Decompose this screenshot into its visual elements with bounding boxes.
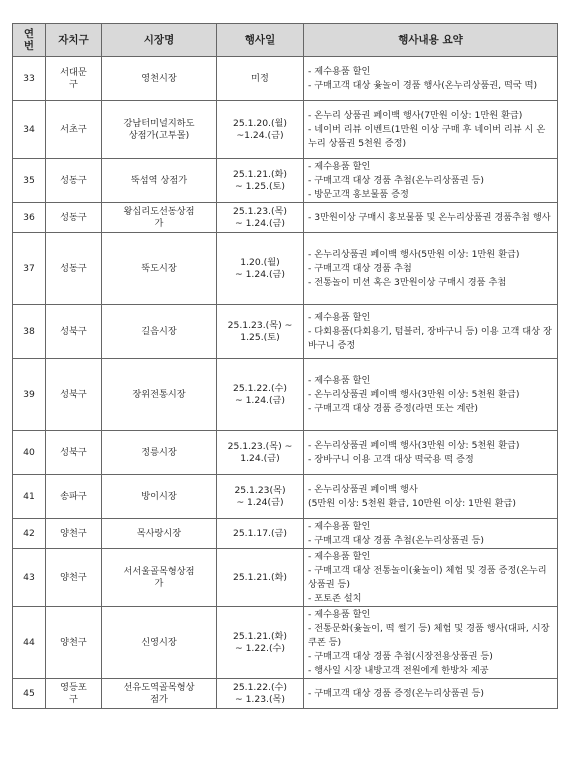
summary-line: - 구매고객 대상 윷놀이 경품 행사(온누리상품권, 떡국 떡) <box>308 79 538 91</box>
summary-line: - 네이버 리뷰 이벤트(1만원 이상 구매 후 네이버 리뷰 시 온누리 상품권 5천원 증정) <box>308 123 546 149</box>
summary-line: - 행사일 시장 내방고객 전원에게 한방차 제공 <box>308 664 489 676</box>
event-summary-cell <box>304 305 558 359</box>
summary-line: - 제수용품 할인 <box>308 160 371 172</box>
summary-line: - 제수용품 할인 <box>308 311 371 323</box>
market-name-cell: 목사랑시장 <box>102 519 217 549</box>
row-number: 45 <box>13 679 46 709</box>
summary-line: - 제수용품 할인 <box>308 65 371 77</box>
table-row <box>13 305 558 359</box>
market-name-cell: 강남터미널지하도 상점가(고투몰) <box>102 101 217 159</box>
row-number: 42 <box>13 519 46 549</box>
event-summary-cell <box>304 549 558 607</box>
market-name-cell: 장위전통시장 <box>102 359 217 431</box>
row-number: 35 <box>13 159 46 203</box>
table-row <box>13 203 558 233</box>
event-date-cell: 25.1.23(목) ~ 1.24(금) <box>217 475 304 519</box>
event-date-cell: 25.1.17.(금) <box>217 519 304 549</box>
district-cell: 서대문 구 <box>46 57 102 101</box>
table-row <box>13 57 558 101</box>
district-cell: 서초구 <box>46 101 102 159</box>
event-date-cell: 1.20.(월) ~ 1.24.(금) <box>217 233 304 305</box>
summary-line: - 온누리상품권 페이백 행사(3만원 이상: 5천원 환급) <box>308 388 520 400</box>
summary-line: - 구매고객 대상 경품 추첨(시장전용상품권 등) <box>308 650 493 662</box>
summary-line: - 구매고객 대상 경품 추첨 <box>308 262 412 274</box>
event-date-cell: 미정 <box>217 57 304 101</box>
summary-line: - 제수용품 할인 <box>308 608 371 620</box>
market-events-table-container <box>12 23 557 709</box>
event-summary-cell <box>304 159 558 203</box>
market-name-cell: 정릉시장 <box>102 431 217 475</box>
event-date-cell: 25.1.21.(화) <box>217 549 304 607</box>
summary-line: - 다회용품(다회용기, 텀블러, 장바구니 등) 이용 고객 대상 장바구니 증정 <box>308 325 552 351</box>
summary-line: (5만원 이상: 5천원 환급, 10만원 이상: 1만원 환급) <box>308 497 516 509</box>
header-no: 연 번 <box>13 24 46 57</box>
table-header-row <box>13 24 558 57</box>
summary-line: - 3만원이상 구매시 홍보물품 및 온누리상품권 경품추첨 행사 <box>308 211 551 223</box>
table-row <box>13 519 558 549</box>
event-date-cell: 25.1.22.(수) ~ 1.24.(금) <box>217 359 304 431</box>
summary-line: - 온누리상품권 페이백 행사(3만원 이상: 5천원 환급) <box>308 439 520 451</box>
event-summary-cell <box>304 203 558 233</box>
row-number: 41 <box>13 475 46 519</box>
row-number: 40 <box>13 431 46 475</box>
summary-line: - 전통문화(윷놀이, 떡 썰기 등) 체험 및 경품 행사(대파, 시장쿠폰 등) <box>308 622 550 648</box>
event-summary-cell <box>304 607 558 679</box>
event-summary-cell <box>304 57 558 101</box>
event-date-cell: 25.1.23.(목) ~ 1.24.(금) <box>217 203 304 233</box>
district-cell: 양천구 <box>46 607 102 679</box>
event-date-cell: 25.1.21.(화) ~ 1.25.(토) <box>217 159 304 203</box>
market-name-cell: 서서울골목형상점 가 <box>102 549 217 607</box>
table-row <box>13 233 558 305</box>
row-number: 36 <box>13 203 46 233</box>
table-row <box>13 607 558 679</box>
event-summary-cell <box>304 431 558 475</box>
header-date: 행사일 <box>217 24 304 57</box>
table-row <box>13 679 558 709</box>
district-cell: 성북구 <box>46 431 102 475</box>
market-events-table <box>12 23 558 709</box>
market-name-cell: 영천시장 <box>102 57 217 101</box>
table-row <box>13 431 558 475</box>
market-name-cell: 신영시장 <box>102 607 217 679</box>
event-date-cell: 25.1.23.(목) ~ 1.25.(토) <box>217 305 304 359</box>
district-cell: 성북구 <box>46 359 102 431</box>
table-row <box>13 549 558 607</box>
event-date-cell: 25.1.23.(목) ~ 1.24.(금) <box>217 431 304 475</box>
row-number: 37 <box>13 233 46 305</box>
row-number: 34 <box>13 101 46 159</box>
summary-line: - 온누리상품권 페이백 행사 <box>308 483 418 495</box>
summary-line: - 구매고객 대상 경품 추첨(온누리상품권 등) <box>308 534 484 546</box>
event-summary-cell <box>304 679 558 709</box>
table-row <box>13 101 558 159</box>
summary-line: - 장바구니 이용 고객 대상 떡국용 떡 증정 <box>308 453 474 465</box>
summary-line: - 포토존 설치 <box>308 592 362 604</box>
summary-line: - 제수용품 할인 <box>308 374 371 386</box>
header-district: 자치구 <box>46 24 102 57</box>
summary-line: - 구매고객 대상 경품 추첨(온누리상품권 등) <box>308 174 484 186</box>
row-number: 44 <box>13 607 46 679</box>
summary-line: - 전통놀이 미션 혹은 3만원이상 구매시 경품 추첨 <box>308 276 507 288</box>
market-name-cell: 선유도역골목형상 점가 <box>102 679 217 709</box>
market-name-cell: 방이시장 <box>102 475 217 519</box>
table-row <box>13 359 558 431</box>
header-market: 시장명 <box>102 24 217 57</box>
district-cell: 양천구 <box>46 549 102 607</box>
district-cell: 성동구 <box>46 233 102 305</box>
summary-line: - 구매고객 대상 경품 증정(라면 또는 계란) <box>308 402 479 414</box>
district-cell: 성동구 <box>46 203 102 233</box>
market-name-cell: 뚝도시장 <box>102 233 217 305</box>
row-number: 38 <box>13 305 46 359</box>
table-row <box>13 475 558 519</box>
district-cell: 성동구 <box>46 159 102 203</box>
summary-line: - 구매고객 대상 전통놀이(윷놀이) 체험 및 경품 증정(온누리상품권 등) <box>308 564 547 590</box>
district-cell: 성북구 <box>46 305 102 359</box>
event-summary-cell <box>304 475 558 519</box>
district-cell: 송파구 <box>46 475 102 519</box>
event-date-cell: 25.1.22.(수) ~ 1.23.(목) <box>217 679 304 709</box>
district-cell: 양천구 <box>46 519 102 549</box>
event-date-cell: 25.1.21.(화) ~ 1.22.(수) <box>217 607 304 679</box>
district-cell: 영등포 구 <box>46 679 102 709</box>
summary-line: - 온누리상품권 페이백 행사(5만원 이상: 1만원 환급) <box>308 248 520 260</box>
header-summary: 행사내용 요약 <box>304 24 558 57</box>
event-summary-cell <box>304 101 558 159</box>
row-number: 43 <box>13 549 46 607</box>
table-body <box>13 57 558 709</box>
row-number: 39 <box>13 359 46 431</box>
market-name-cell: 길음시장 <box>102 305 217 359</box>
event-summary-cell <box>304 359 558 431</box>
table-row <box>13 159 558 203</box>
summary-line: - 방문고객 홍보물품 증정 <box>308 188 409 200</box>
market-name-cell: 뚝섬역 상점가 <box>102 159 217 203</box>
market-name-cell: 왕십리도선동상점 가 <box>102 203 217 233</box>
summary-line: - 온누리 상품권 페이백 행사(7만원 이상: 1만원 환급) <box>308 109 523 121</box>
summary-line: - 구매고객 대상 경품 증정(온누리상품권 등) <box>308 687 484 699</box>
event-summary-cell <box>304 233 558 305</box>
event-summary-cell <box>304 519 558 549</box>
row-number: 33 <box>13 57 46 101</box>
summary-line: - 제수용품 할인 <box>308 550 371 562</box>
summary-line: - 제수용품 할인 <box>308 520 371 532</box>
event-date-cell: 25.1.20.(월) ~1.24.(금) <box>217 101 304 159</box>
